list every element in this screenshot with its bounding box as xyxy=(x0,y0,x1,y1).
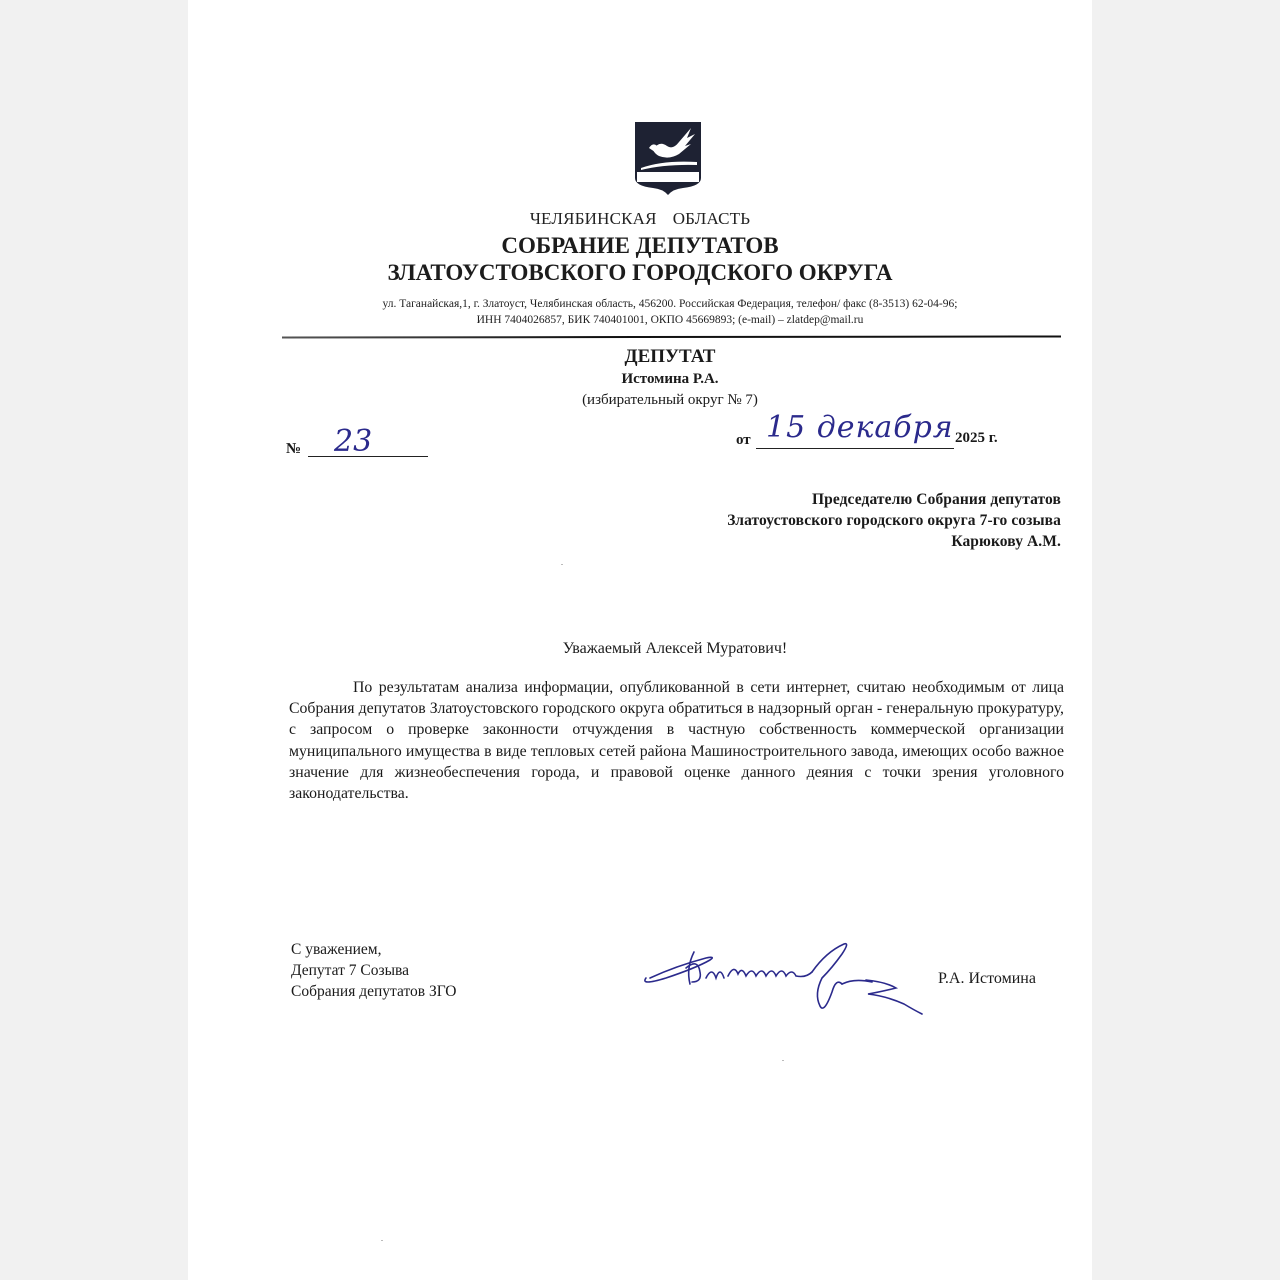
scan-speck xyxy=(782,1060,784,1061)
date-prefix: от xyxy=(736,432,751,448)
organization-address xyxy=(0,296,1280,328)
closing-line-2: Депутат 7 Созыва xyxy=(291,962,410,979)
addressee-line-2: Златоустовского городского округа 7-го созыва xyxy=(727,512,1061,529)
sender-name: Истомина Р.А. xyxy=(621,371,719,387)
date-value: 15 декабря xyxy=(766,410,954,445)
region-heading xyxy=(0,209,1280,229)
addressee-block xyxy=(727,489,1061,552)
scan-speck xyxy=(381,1240,383,1241)
letter-greeting: Уважаемый Алексей Муратович! xyxy=(562,640,788,657)
sender-title: ДЕПУТАТ xyxy=(624,346,716,367)
date-underline xyxy=(756,448,954,449)
closing-line-1: С уважением, xyxy=(291,941,382,958)
letter-body: По результатам анализа информации, опубликованной в сети интернет, считаю необходимым от лица Собрания депутатов Златоустовского городского округа обратиться в надзорный орган - генеральную прокуратуру, с запросом о проверке законности отчуждения в частную собственность коммерческой организации муниципального имущества в виде тепловых сетей района Машиностроительного завода, имеющих особо важное значение для жизнеобеспечения города, и правовой оценке данного деяния с точки зрения уголовного законодательства. xyxy=(289,679,1064,803)
reference-number-value: 23 xyxy=(334,424,373,459)
address-line-1: ул. Таганайская,1, г. Златоуст, Челябинская область, 456200. Российская Федерация, телефон/ факс (8-3513) 62-04-96; xyxy=(382,298,958,310)
addressee-line-3: Карюкову А.М. xyxy=(951,533,1061,550)
signer-name: Р.А. Истомина xyxy=(938,970,1036,987)
handwritten-signature-icon xyxy=(636,938,931,1020)
organization-name-line-2: ЗЛАТОУСТОВСКОГО ГОРОДСКОГО ОКРУГА xyxy=(387,260,893,285)
region-word-2: ОБЛАСТЬ xyxy=(672,209,751,228)
closing-line-3: Собрания депутатов ЗГО xyxy=(291,983,457,1000)
city-coat-of-arms-icon xyxy=(633,120,703,196)
address-line-2: ИНН 7404026857, БИК 740401001, ОКПО 45669893; (e-mail) – zlatdep@mail.ru xyxy=(476,314,864,326)
reference-number-label: № xyxy=(286,441,302,457)
organization-name-line-1: СОБРАНИЕ ДЕПУТАТОВ xyxy=(501,233,779,258)
closing-block xyxy=(291,939,457,1002)
region-word-1: ЧЕЛЯБИНСКАЯ xyxy=(529,209,657,228)
date-year: 2025 г. xyxy=(955,430,998,446)
scan-speck xyxy=(561,564,563,565)
sender-district: (избирательный округ № 7) xyxy=(582,392,758,408)
addressee-line-1: Председателю Собрания депутатов xyxy=(811,491,1061,508)
